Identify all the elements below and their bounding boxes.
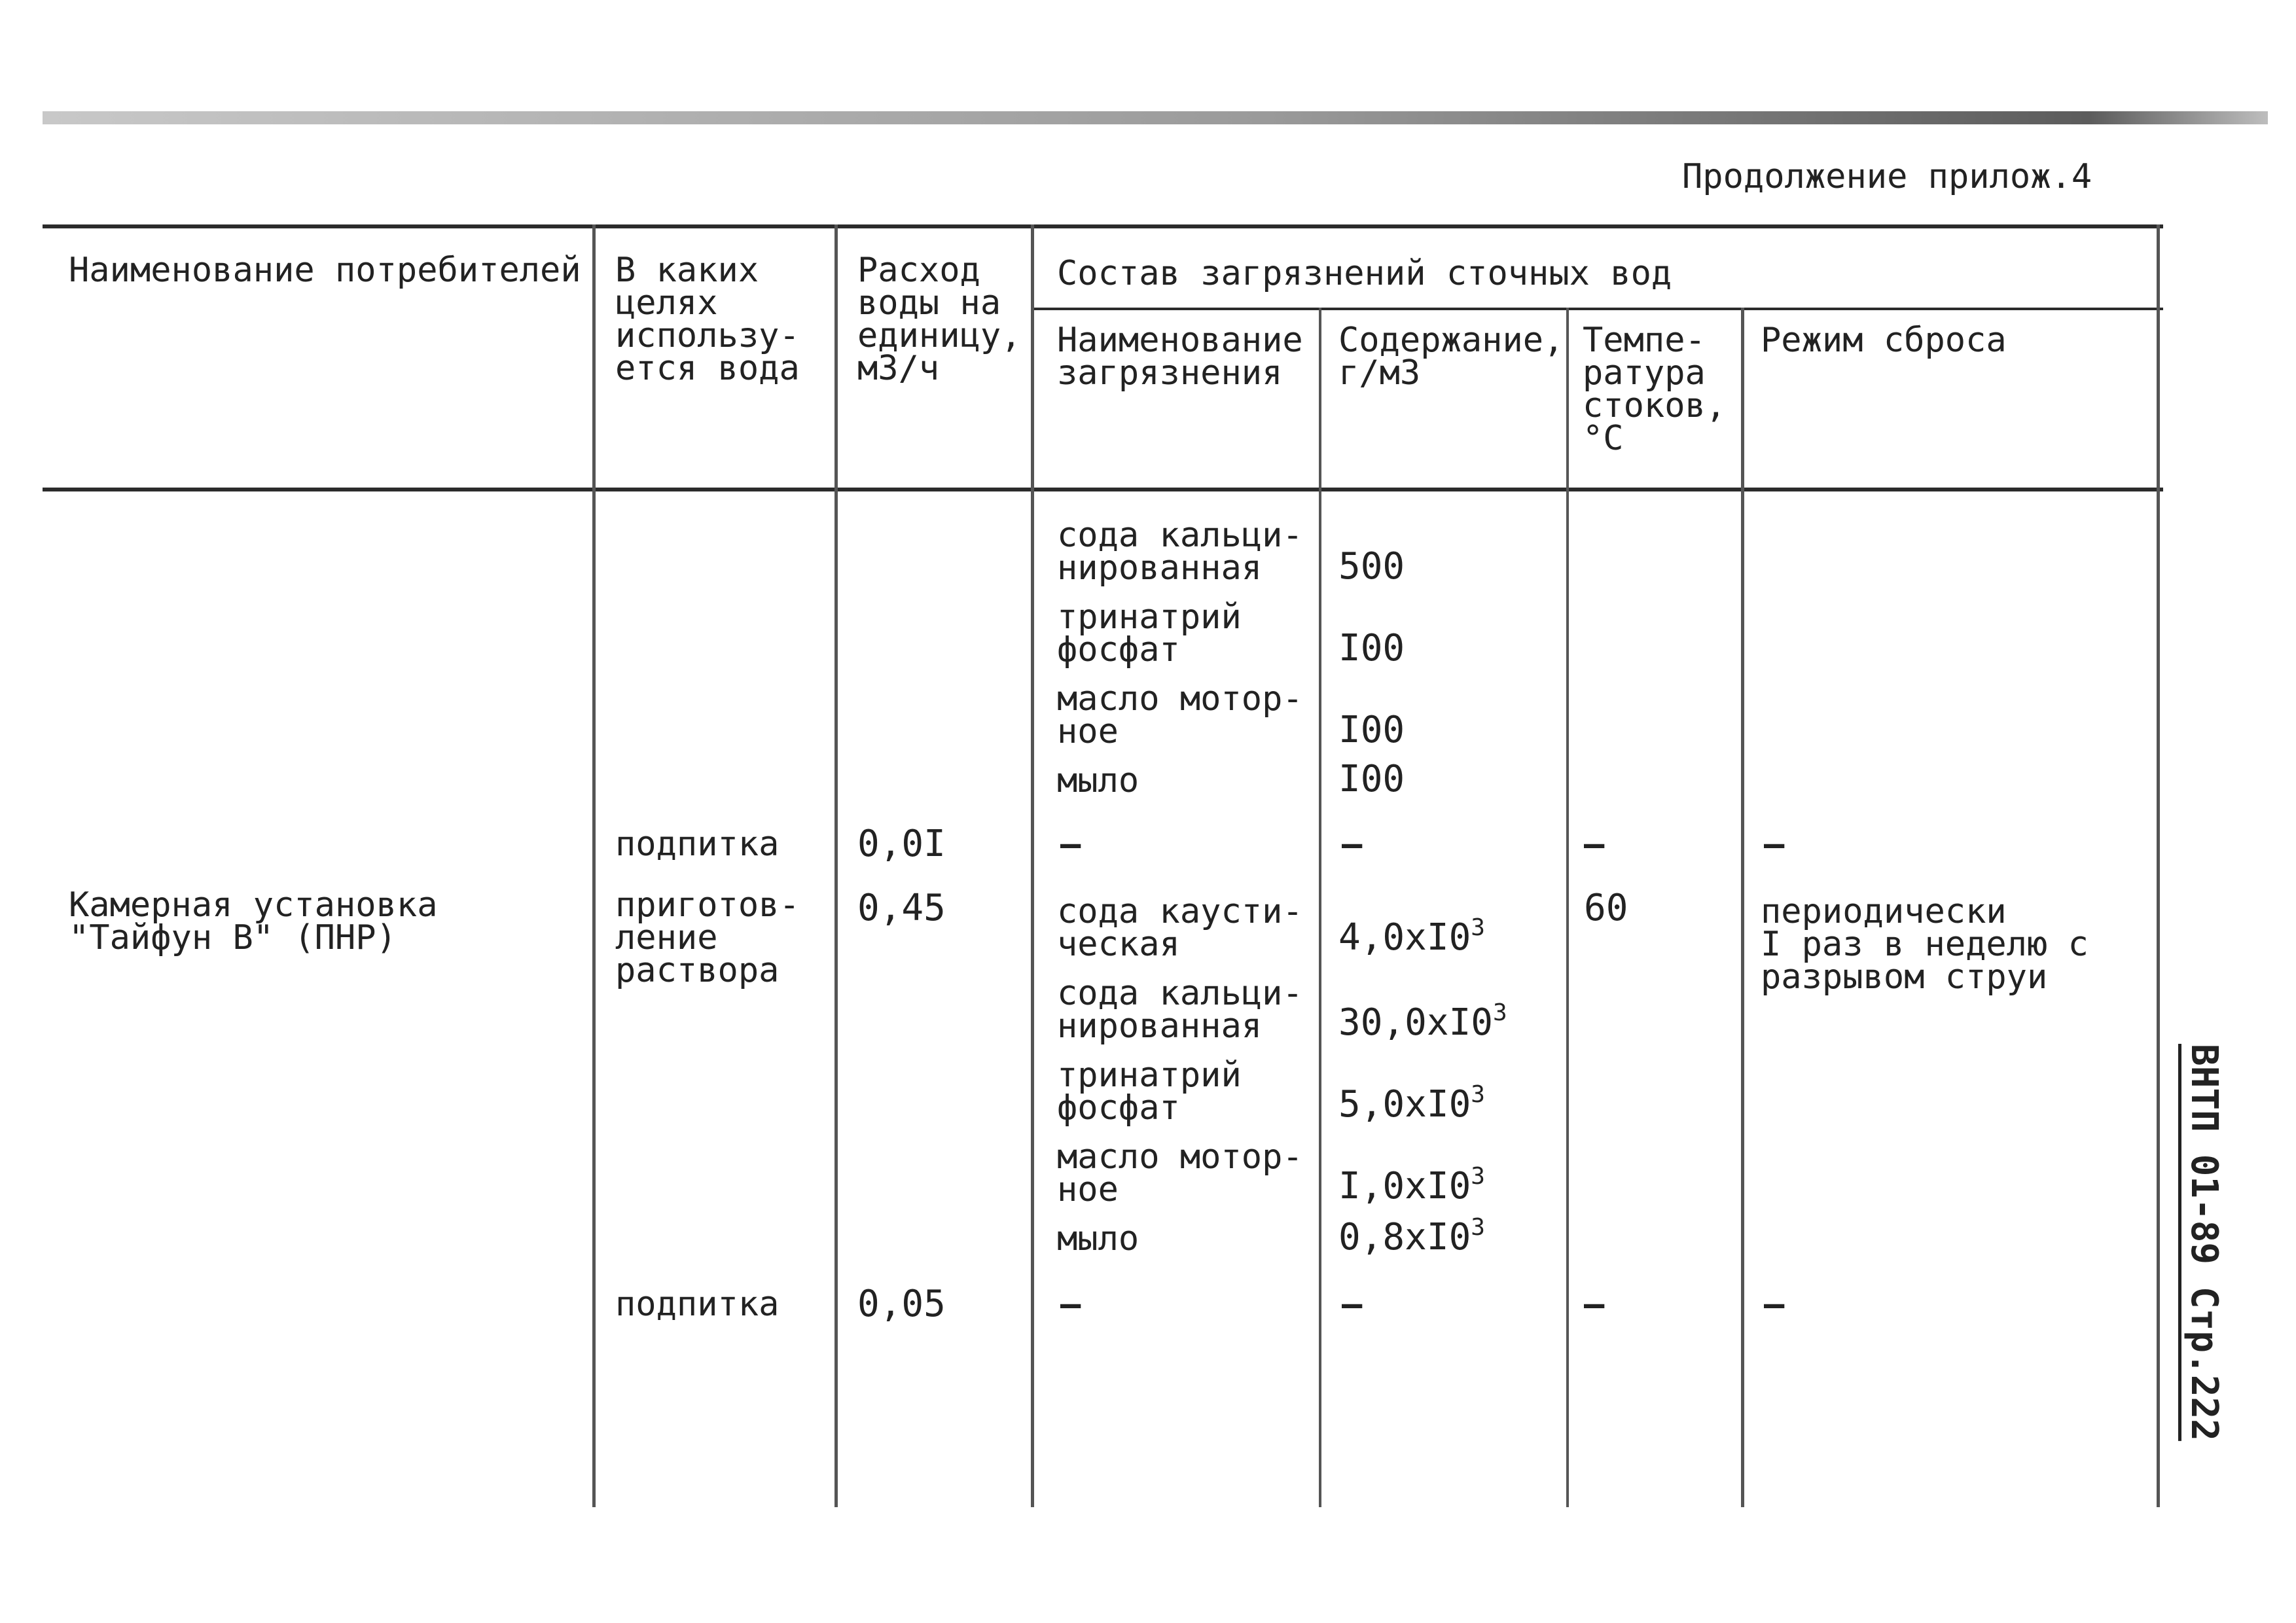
content-value: $I,0хI0^3$ xyxy=(1338,1163,1485,1207)
content-value: $30,0хI0^3$ xyxy=(1338,999,1507,1044)
document-code: ВНТП 01-89 Стр.222 xyxy=(2183,1044,2225,1441)
purpose-cell: подпитка xyxy=(615,1285,780,1324)
pollutant-cell: – xyxy=(1060,1285,1081,1324)
content-value: $0,8хI0^3$ xyxy=(1338,1214,1485,1258)
header-mode: Режим сброса xyxy=(1761,321,2007,360)
content-value: $5,0хI0^3$ xyxy=(1338,1081,1485,1126)
list-item: тринатрий фосфат xyxy=(1057,1056,1242,1128)
purpose-cell: подпитка xyxy=(615,825,780,864)
content-value: I00 xyxy=(1338,709,1405,751)
list-item: тринатрий фосфат xyxy=(1057,597,1242,669)
mode-cell: – xyxy=(1764,825,1785,864)
flow-cell: 0,45 xyxy=(857,887,946,929)
pollutant-cell: – xyxy=(1060,825,1081,864)
temperature-cell: – xyxy=(1584,825,1605,864)
temperature-cell: 60 xyxy=(1584,887,1628,929)
list-item: сода кальци- нированная xyxy=(1057,516,1303,588)
mode-cell: – xyxy=(1764,1285,1785,1324)
list-item: масло мотор- ное xyxy=(1057,1137,1303,1209)
mode-cell: периодически I раз в неделю с разрывом струи xyxy=(1761,892,2089,997)
content-cell: – xyxy=(1342,825,1363,864)
header-consumer: Наименование потребителей xyxy=(69,251,581,290)
content-value: 500 xyxy=(1338,545,1405,588)
list-item: сода каусти- ческая xyxy=(1057,892,1303,964)
list-item: мыло xyxy=(1057,761,1139,800)
flow-cell: 0,0I xyxy=(857,823,946,865)
list-item: мыло xyxy=(1057,1219,1139,1258)
list-item: масло мотор- ное xyxy=(1057,679,1303,751)
content-cell: – xyxy=(1342,1285,1363,1324)
purpose-cell: приготов- ление раствора xyxy=(615,885,800,990)
continuation-note: Продолжение прилож.4 xyxy=(1682,157,2092,196)
header-flow: Расход воды на единицу, м3/ч xyxy=(857,251,1022,388)
list-item: сода кальци- нированная xyxy=(1057,974,1303,1046)
consumer-name: Камерная установка "Тайфун В" (ПНР) xyxy=(69,885,438,957)
flow-cell: 0,05 xyxy=(857,1283,946,1325)
temperature-cell: – xyxy=(1584,1285,1605,1324)
header-composition: Состав загрязнений сточных вод xyxy=(1057,254,1672,293)
content-value: $4,0хI0^3$ xyxy=(1338,914,1485,959)
scan-edge-band xyxy=(43,111,2268,124)
content-value: I00 xyxy=(1338,627,1405,669)
header-purpose: В каких целях использу- ется вода xyxy=(615,251,800,388)
header-temperature: Темпе- ратура стоков, °С xyxy=(1583,321,1727,458)
header-content: Содержание, г/м3 xyxy=(1338,321,1564,393)
header-pollutant: Наименование загрязнения xyxy=(1057,321,1303,393)
content-value: I00 xyxy=(1338,758,1405,800)
